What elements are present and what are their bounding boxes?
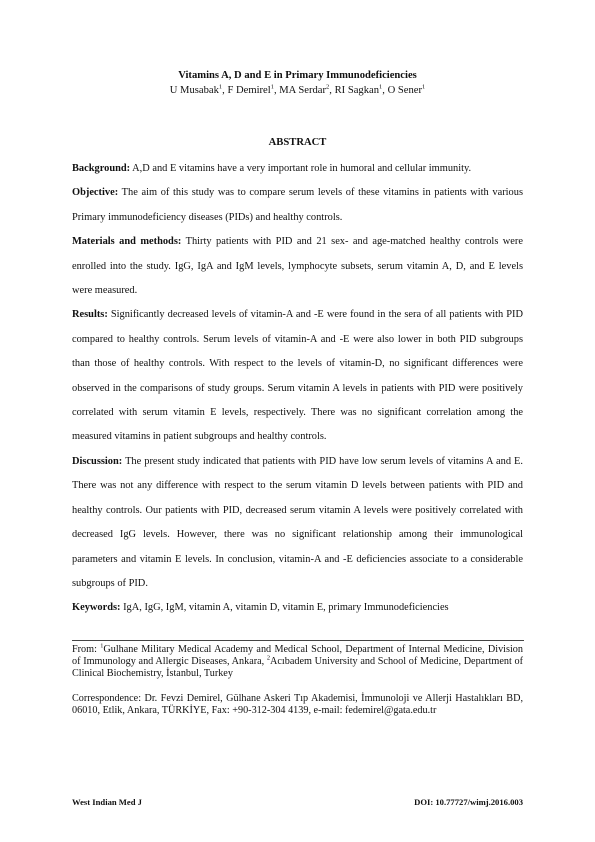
correspondence-footnote: Correspondence: Dr. Fevzi Demirel, Gülhane Askeri Tıp Akademisi, İmmunoloji ve Allerji Hastalıkları BD, 06010, Etlik, Ankara, TÜRKİYE, Fax: +90-312-304 4139, e-mail: fedemirel@gata.edu.tr	[72, 693, 523, 717]
affiliation-2: Acıbadem University and School of Medicine, Department of Clinical Biochemistry, İstanbul, Turkey	[72, 656, 523, 680]
section-label: Background:	[72, 163, 131, 174]
author-affiliation-mark: 1	[218, 83, 223, 91]
section-text: The aim of this study was to compare serum levels of these vitamins in patients with various Primary immunodeficiency diseases (PIDs) and healthy controls.	[72, 187, 523, 223]
affiliation-mark: 1	[100, 642, 104, 650]
section-label: Results:	[72, 309, 108, 321]
abstract-section-background	[72, 157, 523, 181]
author-list: U Musabak$^1$, F Demirel$^1$, MA Serdar$^2$, RI Sagkan$^1$, O Sener$^1$	[169, 83, 426, 96]
section-label: Materials and methods:	[72, 236, 182, 248]
section-text: The present study indicated that patients with PID have low serum levels of vitamins A and E. There was not any difference with respect to the serum vitamin D levels between patients with PID and healthy controls. Our patients with PID, decreased serum vitamin A levels were positively correlated with decreased IgG levels. However, there was no significant relationship among their immunological parameters and vitamin E levels. In conclusion, vitamin-A and -E deficiencies associate to a considerable subgroups of PID.	[72, 455, 523, 589]
author-name: MA Serdar	[279, 85, 327, 96]
abstract-section-discussion	[72, 450, 523, 596]
paper-title: Vitamins A, D and E in Primary Immunodeficiencies	[178, 70, 417, 81]
author-affiliation-mark: 2	[326, 83, 330, 91]
section-text: IgA, IgG, IgM, vitamin A, vitamin D, vitamin E, primary Immunodeficiencies	[123, 602, 449, 614]
affiliation-mark: 2	[266, 654, 271, 662]
abstract-heading: ABSTRACT	[268, 137, 327, 148]
author-affiliation-mark: 1	[270, 83, 274, 91]
affiliations-footnote	[72, 644, 523, 681]
abstract-section-objective	[72, 181, 523, 230]
abstract-section-results	[72, 303, 523, 449]
doi: DOI: 10.77727/wimj.2016.003	[414, 797, 523, 807]
section-label: Objective:	[72, 187, 119, 199]
section-text: A,D and E vitamins have a very important role in humoral and cellular immunity.	[132, 163, 472, 174]
author-affiliation-mark: 1	[421, 83, 426, 91]
author-name: F Demirel	[227, 85, 271, 96]
section-label: Keywords:	[72, 602, 121, 614]
abstract-section-keywords	[72, 596, 523, 620]
abstract-body	[72, 157, 523, 621]
author-name: RI Sagkan	[334, 85, 380, 96]
author-name: O Sener	[387, 85, 422, 96]
section-label: Discussion:	[72, 455, 123, 467]
abstract-section-methods	[72, 230, 523, 303]
affiliation-1: Gulhane Military Medical Academy and Medical School, Department of Internal Medicine, Division of Immunology and Allergic Diseases, Ankara,	[72, 644, 523, 668]
section-text: Thirty patients with PID and 21 sex- and age-matched healthy controls were enrolled into the study. IgG, IgA and IgM levels, lymphocyte subsets, serum vitamin A, D, and E levels were measured.	[72, 236, 523, 297]
footnote-divider	[72, 640, 524, 641]
author-affiliation-mark: 1	[379, 83, 383, 91]
section-text: Significantly decreased levels of vitamin-A and -E were found in the sera of all patients with PID compared to healthy controls. Serum levels of vitamin-A and -E were also lower in both PID subgroups than those of healthy controls. With respect to the levels of vitamin-D, no significant differences were observed in the comparisons of study groups. Serum vitamin A levels in patients with PID were positively correlated with serum vitamin E levels, respectively. There was no significant correlation among the measured vitamins in patient subgroups and healthy controls.	[72, 309, 523, 443]
journal-name: West Indian Med J	[72, 797, 142, 807]
from-prefix: From:	[72, 644, 101, 655]
author-name: U Musabak	[169, 85, 219, 96]
